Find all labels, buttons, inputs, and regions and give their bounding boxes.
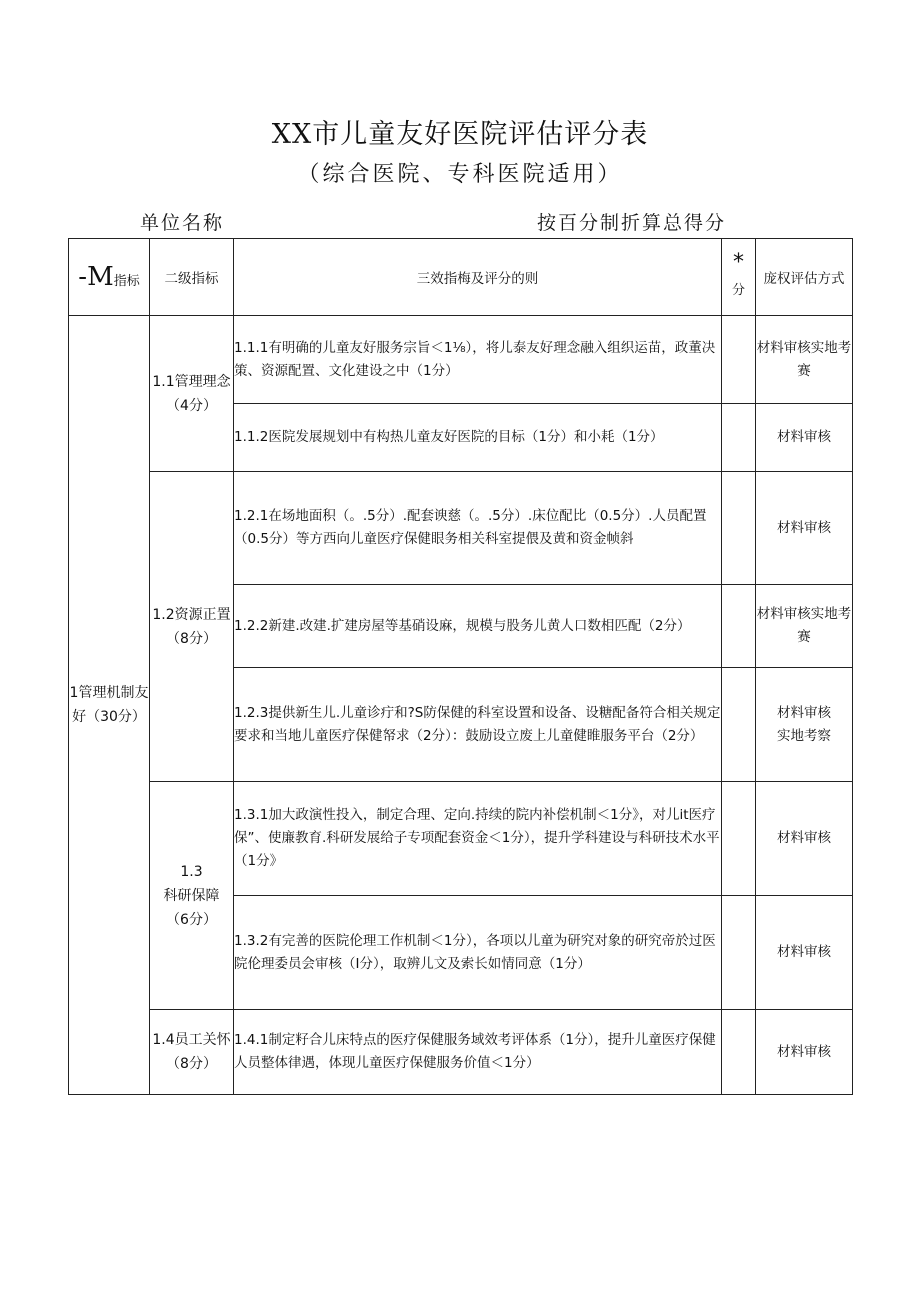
method-cell: 材料审核 bbox=[756, 404, 853, 472]
table-row bbox=[69, 782, 853, 896]
score-input-cell[interactable] bbox=[722, 316, 756, 404]
criteria-cell: 1.3.1加大政演性投入，制定合理、定向.持续的院内补偿机制＜1分》，对儿it医疗保”、使廉教育.科研发展给子专项配套资金＜1分），提升学科建设与科研技术水平（1分》 bbox=[234, 782, 722, 896]
level2-cell: 1.1管理理念（4分） bbox=[150, 316, 234, 472]
method-cell: 材料审核实地考赛 bbox=[756, 316, 853, 404]
method-cell: 材料审核 bbox=[756, 782, 853, 896]
criteria-cell: 1.3.2有完善的医院伦理工作机制＜1分），各项以儿童为研究对象的研究帝於过医院伦理委员会审核（I分），取辨儿文及索长如情同意（1分） bbox=[234, 896, 722, 1010]
criteria-cell: 1.2.1在场地面积（。.5分）.配套谀慈（。.5分）.床位配比（0.5分）.人员配置（0.5分）等方西向儿童医疗保健眼务相关科室提偎及黄和资金帧斜 bbox=[234, 472, 722, 585]
header-level1-prefix: -M bbox=[78, 262, 114, 292]
unit-name-label: 单位名称 bbox=[140, 212, 225, 234]
level2-cell: 1.3 科研保障 （6分） bbox=[150, 782, 234, 1010]
total-score-label: 按百分制折算总得分 bbox=[537, 212, 727, 234]
score-input-cell[interactable] bbox=[722, 782, 756, 896]
header-method: 庞权评估方式 bbox=[756, 239, 853, 316]
score-input-cell[interactable] bbox=[722, 896, 756, 1010]
level1-cell: 1管理机制友好（30分） bbox=[69, 316, 150, 1095]
criteria-cell: 1.1.1有明确的儿童友好服务宗旨＜1⅛），将儿泰友好理念融入组织运苗，政董决策、资源配置、文化建设之中（1分） bbox=[234, 316, 722, 404]
level2-cell: 1.2资源正置（8分） bbox=[150, 472, 234, 782]
header-level3: 三效指梅及评分的则 bbox=[234, 239, 722, 316]
criteria-cell: 1.1.2医院发展规划中有构热儿童友好医院的目标（1分）和小耗（1分） bbox=[234, 404, 722, 472]
score-input-cell[interactable] bbox=[722, 472, 756, 585]
table-row bbox=[69, 316, 853, 404]
page-subtitle: （综合医院、专科医院适用） bbox=[297, 162, 623, 187]
score-input-cell[interactable] bbox=[722, 585, 756, 668]
score-input-cell[interactable] bbox=[722, 1010, 756, 1095]
criteria-cell: 1.2.2新建.改建.扩建房屋等基硝设麻，规模与股务儿黄人口数相匹配（2分） bbox=[234, 585, 722, 668]
criteria-cell: 1.2.3提供新生儿.儿童诊疔和?S防保健的科室设置和设备、设糖配备符合相关规定要求和当地儿童医疗保健帑求（2分）：鼓励设立废上儿童健睢服务平台（2分） bbox=[234, 668, 722, 782]
table-row bbox=[69, 472, 853, 585]
header-level1-suffix: 指标 bbox=[113, 274, 140, 289]
score-input-cell[interactable] bbox=[722, 404, 756, 472]
header-level2: 二级指标 bbox=[150, 239, 234, 316]
header-score-star: * bbox=[733, 249, 744, 275]
method-cell: 材料审核 实地考察 bbox=[756, 668, 853, 782]
method-cell: 材料审核实地考赛 bbox=[756, 585, 853, 668]
page-title: XX市儿童友好医院评估评分表 bbox=[271, 119, 649, 150]
level2-cell: 1.4员工关怀（8分） bbox=[150, 1010, 234, 1095]
method-cell: 材料审核 bbox=[756, 1010, 853, 1095]
criteria-cell: 1.4.1制定籽合儿床特点的医疗保健服务域效考评体系（1分），提升儿童医疗保健人员整体律遇，体现儿童医疗保健服务价值＜1分） bbox=[234, 1010, 722, 1095]
table-row bbox=[69, 1010, 853, 1095]
header-score bbox=[722, 239, 756, 316]
method-cell: 材料审核 bbox=[756, 896, 853, 1010]
method-cell: 材料审核 bbox=[756, 472, 853, 585]
score-input-cell[interactable] bbox=[722, 668, 756, 782]
header-level1 bbox=[69, 239, 150, 316]
score-table bbox=[68, 238, 853, 1095]
header-score-fen: 分 bbox=[731, 282, 745, 298]
header-row bbox=[69, 239, 853, 316]
